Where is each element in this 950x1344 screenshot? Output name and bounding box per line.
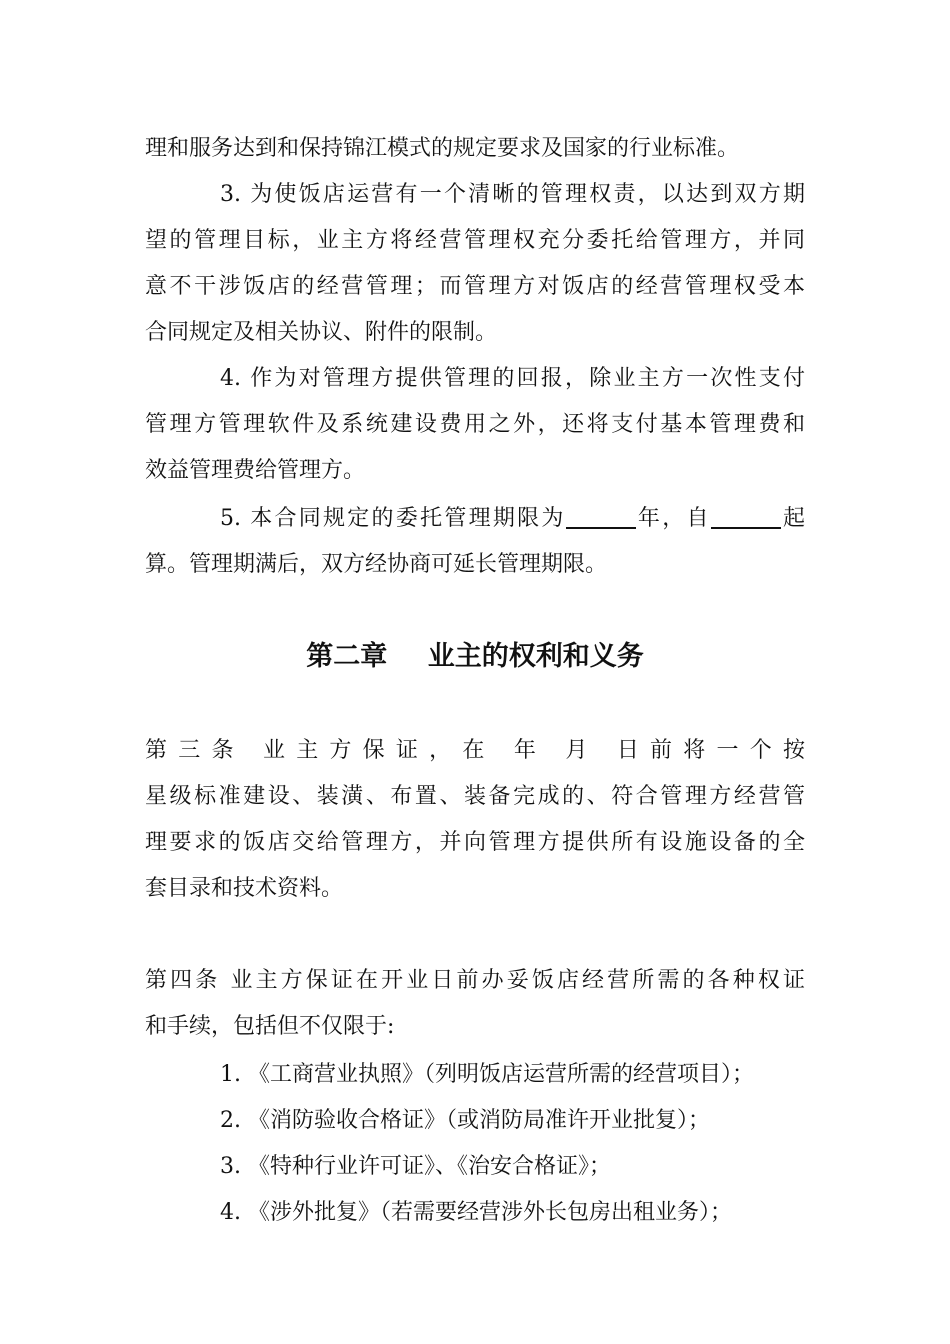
term-start-text: 起 <box>780 506 805 531</box>
article-3-day: 日前将一个按 <box>616 738 805 763</box>
article-3-line: 套目录和技术资料。 <box>145 876 344 901</box>
article-3-month: 月 <box>565 738 599 763</box>
list-item: 3. 《特种行业许可证》、《治安合格证》； <box>220 1154 611 1179</box>
paragraph-4-line: 效益管理费给管理方。 <box>145 458 366 483</box>
paragraph-4-line: 管理方管理软件及系统建设费用之外，还将支付基本管理费和 <box>145 412 805 437</box>
article-4-line <box>145 966 805 996</box>
term-year-text: 年，自 <box>635 506 711 531</box>
article-3-label: 第三条 <box>145 738 245 763</box>
article-4-text: 业主方保证在开业日前办妥饭店经营所需的各种权证 <box>230 968 805 993</box>
list-item: 4. 《涉外批复》（若需要经营涉外长包房出租业务）； <box>220 1200 732 1225</box>
article-3-line <box>145 736 805 766</box>
paragraph-line: 理和服务达到和保持锦江模式的规定要求及国家的行业标准。 <box>145 136 740 161</box>
paragraph-5-line: 算。管理期满后，双方经协商可延长管理期限。 <box>145 552 608 577</box>
paragraph-3-line: 望的管理目标，业主方将经营管理权充分委托给管理方，并同 <box>145 228 805 253</box>
list-item: 2. 《消防验收合格证》（或消防局准许开业批复）； <box>220 1108 710 1133</box>
article-3-year: 年 <box>513 738 548 763</box>
years-blank <box>566 505 636 529</box>
term-text: 5. 本合同规定的委托管理期限为 <box>220 506 566 531</box>
list-item: 1. 《工商营业执照》（列明饭店运营所需的经营项目）； <box>220 1062 754 1087</box>
paragraph-3-line: 意不干涉饭店的经营管理；而管理方对饭店的经营管理权受本 <box>145 274 805 299</box>
chapter-heading <box>0 640 950 674</box>
paragraph-3-line: 合同规定及相关协议、附件的限制。 <box>145 320 498 345</box>
article-3-line: 星级标准建设、装潢、布置、装备完成的、符合管理方经营管 <box>145 784 805 809</box>
chapter-title: 业主的权利和义务 <box>427 641 644 672</box>
article-3-line: 理要求的饭店交给管理方，并向管理方提供所有设施设备的全 <box>145 830 805 855</box>
article-4-line: 和手续，包括但不仅限于: <box>145 1014 395 1039</box>
paragraph-5-line <box>220 504 805 534</box>
article-3-text: 业主方保证，在 <box>262 738 496 763</box>
paragraph-3-line: 3. 为使饭店运营有一个清晰的管理权责，以达到双方期 <box>220 182 805 207</box>
chapter-number: 第二章 <box>306 641 388 672</box>
article-4-label: 第四条 <box>145 968 221 993</box>
start-date-blank <box>711 505 781 529</box>
paragraph-4-line: 4. 作为对管理方提供管理的回报，除业主方一次性支付 <box>220 366 805 391</box>
